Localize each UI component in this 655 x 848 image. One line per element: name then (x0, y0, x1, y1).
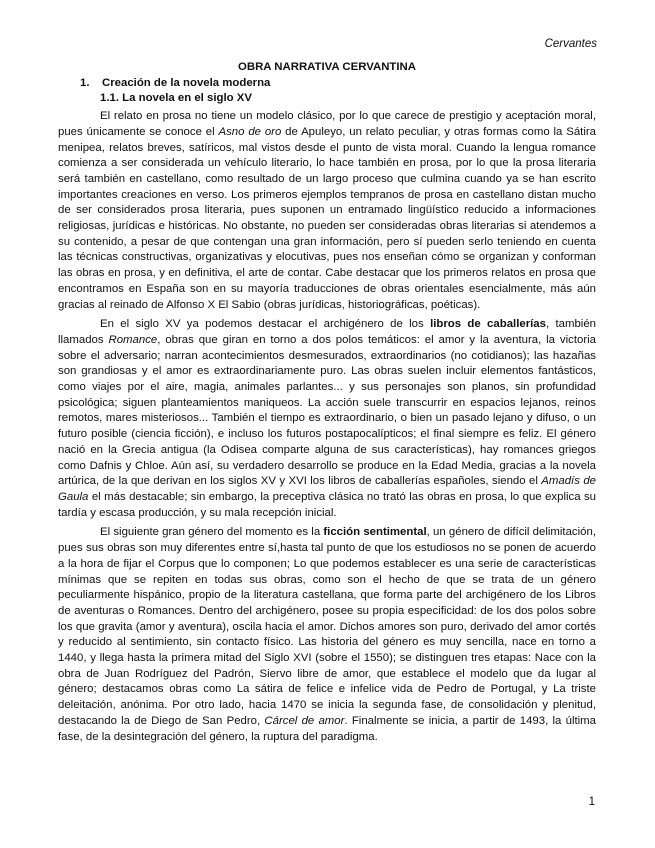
document-title: OBRA NARRATIVA CERVANTINA (237, 61, 417, 73)
subsection-heading: 1.1. La novela en el siglo XV (100, 92, 252, 105)
paragraph-text: el más destacable; sin embargo, la preceptiva clásica no trató las obras en prosa, lo que explica su tardía y escasa producción, y su mala recepción inicial. (58, 490, 596, 519)
page-number: 1 (588, 796, 595, 808)
paragraph-libros-de-caballerias (58, 317, 596, 521)
paragraph-text: El siguiente gran género del momento es la (100, 526, 324, 539)
paragraph-text: , un género de difícil delimitación, pues sus obras son muy diferentes entre sí,hasta tal punto de que los estudiosos no se ponen de acuerdo a la hora de fijar el Corpus que lo componen; Lo que podemos establecer es una serie de características mínimas que se repiten en todas sus obras, como son el hecho de que se trata de un género peculiarmente hispánico, propio de la literatura castellana, que forma parte del archigénero de los Libros de aventuras o Romances. Dentro del archigénero, posee su propia especificidad: de los dos polos sobre los que gravita (amor y aventura), oscila hacia el amor. Dichos amores son puro, derivado del amor cortés y reducido al sentimiento, sin contacto físico. Las historia del género es muy sencilla, nace en torno a 1440, y llega hasta la primera mitad del Siglo XVI (sobre el 1550); se distinguen tres etapas: Nace con la obra de Juan Rodríguez del Padrón, Siervo libre de amor, que establece el modelo que da lugar al género; destacamos obras como La sátira de felice e infelice vida de Pedro de Portugal, y La triste deleitación, anónima. Por otro lado, hacia 1470 se inicia la segunda fase, de consolidación y plenitud, destacando la de Diego de San Pedro, (58, 526, 596, 727)
work-title: Asno de oro (218, 125, 282, 138)
work-title: Cárcel de amor (264, 714, 345, 727)
section-title: Creación de la novela moderna (102, 76, 271, 89)
paragraph-text: El relato en prosa no tiene un modelo clásico, por lo que carece de prestigio y aceptación moral, pues únicamente se conoce el (58, 110, 596, 138)
paragraph-ficcion-sentimental (58, 525, 596, 745)
paragraph-text: de Apuleyo, un relato peculiar, y otras formas como la Sátira menipea, relatos breves, satíricos, mal vistos desde el punto de vista moral. Cuando la lengua romance comienza a ser considerada un vehículo literario, lo hace también en prosa, por lo que la prosa literaria será también en castellano, como resultado de un largo proceso que culmina cuando ya se han escrito importantes creaciones en verso. Los primeros ejemplos tempranos de prosa en castellano distan mucho de ser considerados prosa literaria, pues suponen un entramado lingüístico reducido a informaciones religiosas, jurídicas e históricas. No obstante, no pueden ser consideradas obras literarias si atendemos a su contenido, a pesar de que contengan una gran información, pero sí pueden serlo teniendo en cuenta las técnicas constructivas, organizativas y elocutivas, pues nos enseñan cómo se organizan y conforman las obras en prosa, y en definitiva, el arte de contar. Cabe destacar que los primeros relatos en prosa que encontramos en España son en su mayoría traducciones de obras orientales esencialmente, más aún gracias al reinado de Alfonso X El Sabio (obras jurídicas, historiográficas, poéticas). (58, 125, 596, 311)
section-number: 1. (80, 76, 90, 89)
genre-term: ficción sentimental (323, 526, 427, 539)
paragraph-text: , también llamados (58, 318, 597, 346)
section-heading (58, 76, 596, 92)
running-head: Cervantes (544, 38, 597, 50)
paragraph-text: . Finalmente se inicia, a partir de 1493, la última fase, de la desintegración del género, la ruptura del paradigma. (58, 714, 596, 743)
genre-term-italic: Romance (108, 333, 158, 346)
work-title: Amadís de Gaula (58, 475, 596, 503)
document-body (58, 60, 596, 749)
paragraph-text: En el siglo XV ya podemos destacar el archigénero de los (100, 318, 431, 331)
genre-term: libros de caballerías (430, 318, 546, 331)
paragraph-prose-origins (58, 109, 596, 313)
paragraph-text: , obras que giran en torno a dos polos temáticos: el amor y la aventura, la victoria sobre el adversario; narran acontecimientos desmesurados, extraordinarios (no cotidianos); las hazañas son grandiosas y el amor es extraordinariamente puro. Las obras suelen incluir elementos fantásticos, como viajes por el aire, magia, animales parlantes... y sus personajes son planos, sin profundidad psicológica; siguen planteamientos maniqueos. La acción suele transcurrir en espacios lejanos, reinos remotos, mares misteriosos... También el tiempo es extraordinario, o bien un pasado lejano y difuso, o un futuro posible (ciencia ficción), e incluso los futuros postapocalípticos; el final siempre es feliz. El género nació en la Grecia antigua (la Odisea comparte alguna de sus características), hay romances griegos como Dafnis y Chloe. Aún así, su verdadero desarrollo se produce en la Edad Media, gracias a la novela artúrica, de la que derivan en los siglos XV y XVI los libros de caballerías españoles, siendo el (58, 333, 597, 488)
